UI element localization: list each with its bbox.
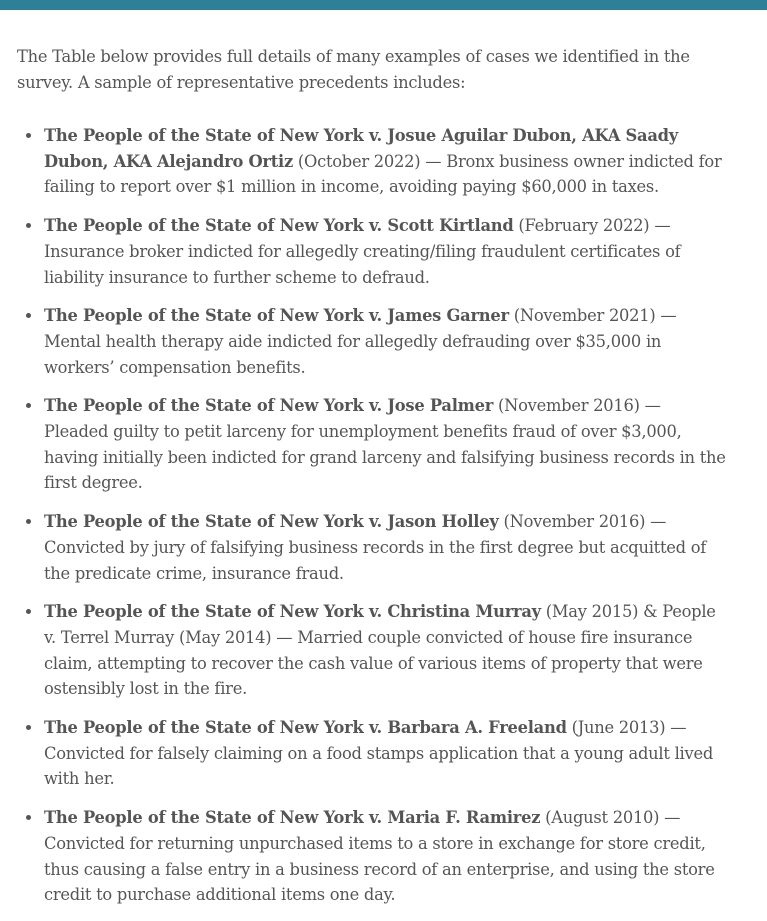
bullet-icon bbox=[26, 133, 31, 138]
bullet-icon bbox=[26, 815, 31, 820]
case-detail: (June 2013) — Convicted for falsely claiming on a food stamps application that a young adult lived with her. bbox=[44, 718, 713, 789]
case-detail: (August 2010) — Convicted for returning unpurchased items to a store in exchange for store credit, thus causing a false entry in a business record of an enterprise, and using the store credit to purchase additional items one day. bbox=[44, 808, 715, 905]
case-item bbox=[17, 123, 729, 200]
case-detail: (May 2015) & People v. Terrel Murray (May 2014) — Married couple convicted of house fire insurance claim, attempting to recover the cash value of various items of property that were ostensibly lost in the fire. bbox=[44, 602, 716, 699]
case-detail: (November 2016) — Convicted by jury of falsifying business records in the first degree but acquitted of the predicate crime, insurance fraud. bbox=[44, 512, 707, 583]
bullet-icon bbox=[26, 519, 31, 524]
bullet-icon bbox=[26, 609, 31, 614]
bullet-icon bbox=[26, 725, 31, 730]
case-name: The People of the State of New York v. Barbara A. Freeland bbox=[44, 718, 567, 738]
bullet-icon bbox=[26, 403, 31, 408]
top-header-bar bbox=[0, 0, 767, 10]
case-item bbox=[17, 599, 729, 702]
case-name: The People of the State of New York v. James Garner bbox=[44, 306, 509, 326]
bullet-icon bbox=[26, 223, 31, 228]
case-name: The People of the State of New York v. Josue Aguilar Dubon, AKA Saady Dubon, AKA Alejandro Ortiz bbox=[44, 126, 678, 171]
case-detail: (November 2021) — Mental health therapy aide indicted for allegedly defrauding over $35,000 in workers’ compensation benefits. bbox=[44, 306, 677, 377]
case-detail: (October 2022) — Bronx business owner indicted for failing to report over $1 million in income, avoiding paying $60,000 in taxes. bbox=[44, 151, 722, 197]
bullet-icon bbox=[26, 313, 31, 318]
case-item bbox=[17, 213, 729, 290]
article-content bbox=[17, 44, 729, 921]
case-name: The People of the State of New York v. Jason Holley bbox=[44, 512, 499, 532]
case-detail: (February 2022) — Insurance broker indicted for allegedly creating/filing fraudulent certificates of liability insurance to further scheme to defraud. bbox=[44, 216, 681, 287]
case-item bbox=[17, 303, 729, 380]
case-name: The People of the State of New York v. Jose Palmer bbox=[44, 396, 494, 416]
case-name: The People of the State of New York v. Christina Murray bbox=[44, 602, 541, 622]
case-name: The People of the State of New York v. Scott Kirtland bbox=[44, 216, 514, 236]
case-item bbox=[17, 715, 729, 792]
intro-paragraph: The Table below provides full details of many examples of cases we identified in the survey. A sample of representative precedents includes: bbox=[17, 47, 690, 92]
case-detail: (November 2016) — Pleaded guilty to petit larceny for unemployment benefits fraud of over $3,000, having initially been indicted for grand larceny and falsifying business records in the first degree. bbox=[44, 396, 726, 493]
case-item bbox=[17, 805, 729, 908]
case-item bbox=[17, 509, 729, 586]
case-item bbox=[17, 393, 729, 496]
case-name: The People of the State of New York v. Maria F. Ramirez bbox=[44, 808, 541, 828]
case-list bbox=[17, 123, 729, 908]
